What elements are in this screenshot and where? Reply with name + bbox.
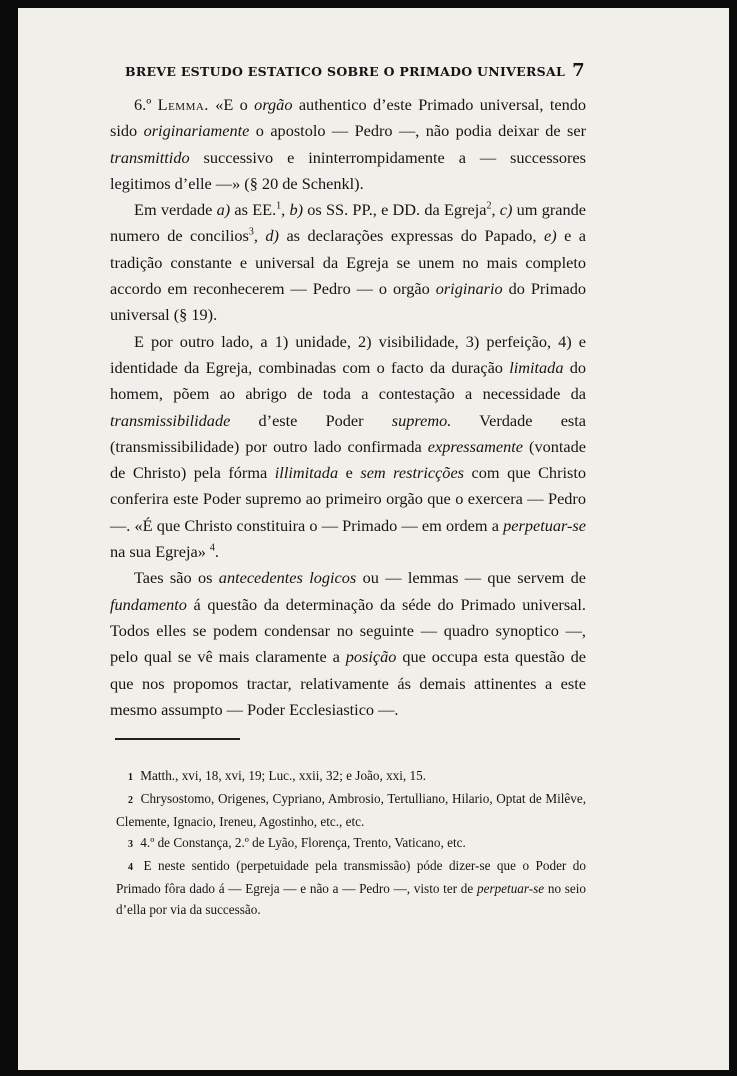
footnote-ref-1[interactable]: 1 (276, 200, 282, 212)
footnote-ref-4[interactable]: 4 (209, 542, 215, 554)
footnotes (116, 765, 586, 920)
main-text (110, 92, 586, 723)
paragraph-taes-sao: Taes são os antecedentes logicos ou — lemmas — que servem de fundamento á questão da determinação da séde do Primado universal. Todos elles se podem condensar no seguinte — quadro synoptico —, pelo qual se vê mais claramente a posição que occupa esta questão de que nos propomos tractar, relativamente ás demais attinentes a este mesmo assumpto — Poder Ecclesiastico —. (110, 568, 587, 719)
paragraph-lemma-6: 6.º Lemma. «E o orgão authentico d’este Primado universal, tendo sido originariamente o apostolo — Pedro —, não podia deixar de ser transmittido successivo e ininterrompidamente a — successores legitimos d’elle —» (§ 20 de Schenkl). (110, 95, 587, 193)
page-number: 7 (572, 60, 585, 81)
footnote-ref-2[interactable]: 2 (486, 200, 492, 212)
paragraph-em-verdade: Em verdade a) as EE.$^1$, b) os SS. PP., e DD. da Egreja$^2$, c) um grande numero de concilios$^3$, d) as declarações expressas do Papado, e) e a tradição constante e universal da Egreja se unem no mais completo accordo em reconhecerem — Pedro — o orgão originario do Primado universal (§ 19). (110, 200, 587, 325)
header-title: BREVE ESTUDO ESTATICO SOBRE O PRIMADO UNIVERSAL (125, 64, 566, 79)
footnote-1: 1 Matth., xvi, 18, xvi, 19; Luc., xxii, 32; e João, xxi, 15. (128, 768, 427, 783)
footnote-2: 2 Chrysostomo, Origenes, Cypriano, Ambrosio, Tertulliano, Hilario, Optat de Milêve, Clemente, Ignacio, Ireneu, Agostinho, etc., etc. (116, 791, 587, 829)
running-header (125, 60, 585, 81)
paragraph-por-outro-lado: E por outro lado, a 1) unidade, 2) visibilidade, 3) perfeição, 4) e identidade da Egreja, combinadas com o facto da duração limitada do homem, põem ao abrigo de toda a contestação a necessidade da transmissibilidade d’este Poder supremo. Verdade esta (transmissibilidade) por outro lado confirmada expressamente (vontade de Christo) pela fórma illimitada e sem restricções com que Christo conferira este Poder supremo ao primeiro orgão que o exercera — Pedro —. «É que Christo constituira o — Primado — em ordem a perpetuar-se na sua Egreja» $^4$. (110, 331, 587, 562)
footnote-4: 4 E neste sentido (perpetuidade pela transmissão) póde dizer-se que o Poder do Primado fôra dado á — Egreja — e não a — Pedro —, visto ter de perpetuar-se no seio d’ella por via da successão. (116, 858, 587, 917)
footnote-divider (115, 738, 240, 740)
footnote-ref-3[interactable]: 3 (248, 227, 254, 239)
footnote-3: 3 4.º de Constança, 2.º de Lyão, Florença, Trento, Vaticano, etc. (128, 835, 466, 850)
